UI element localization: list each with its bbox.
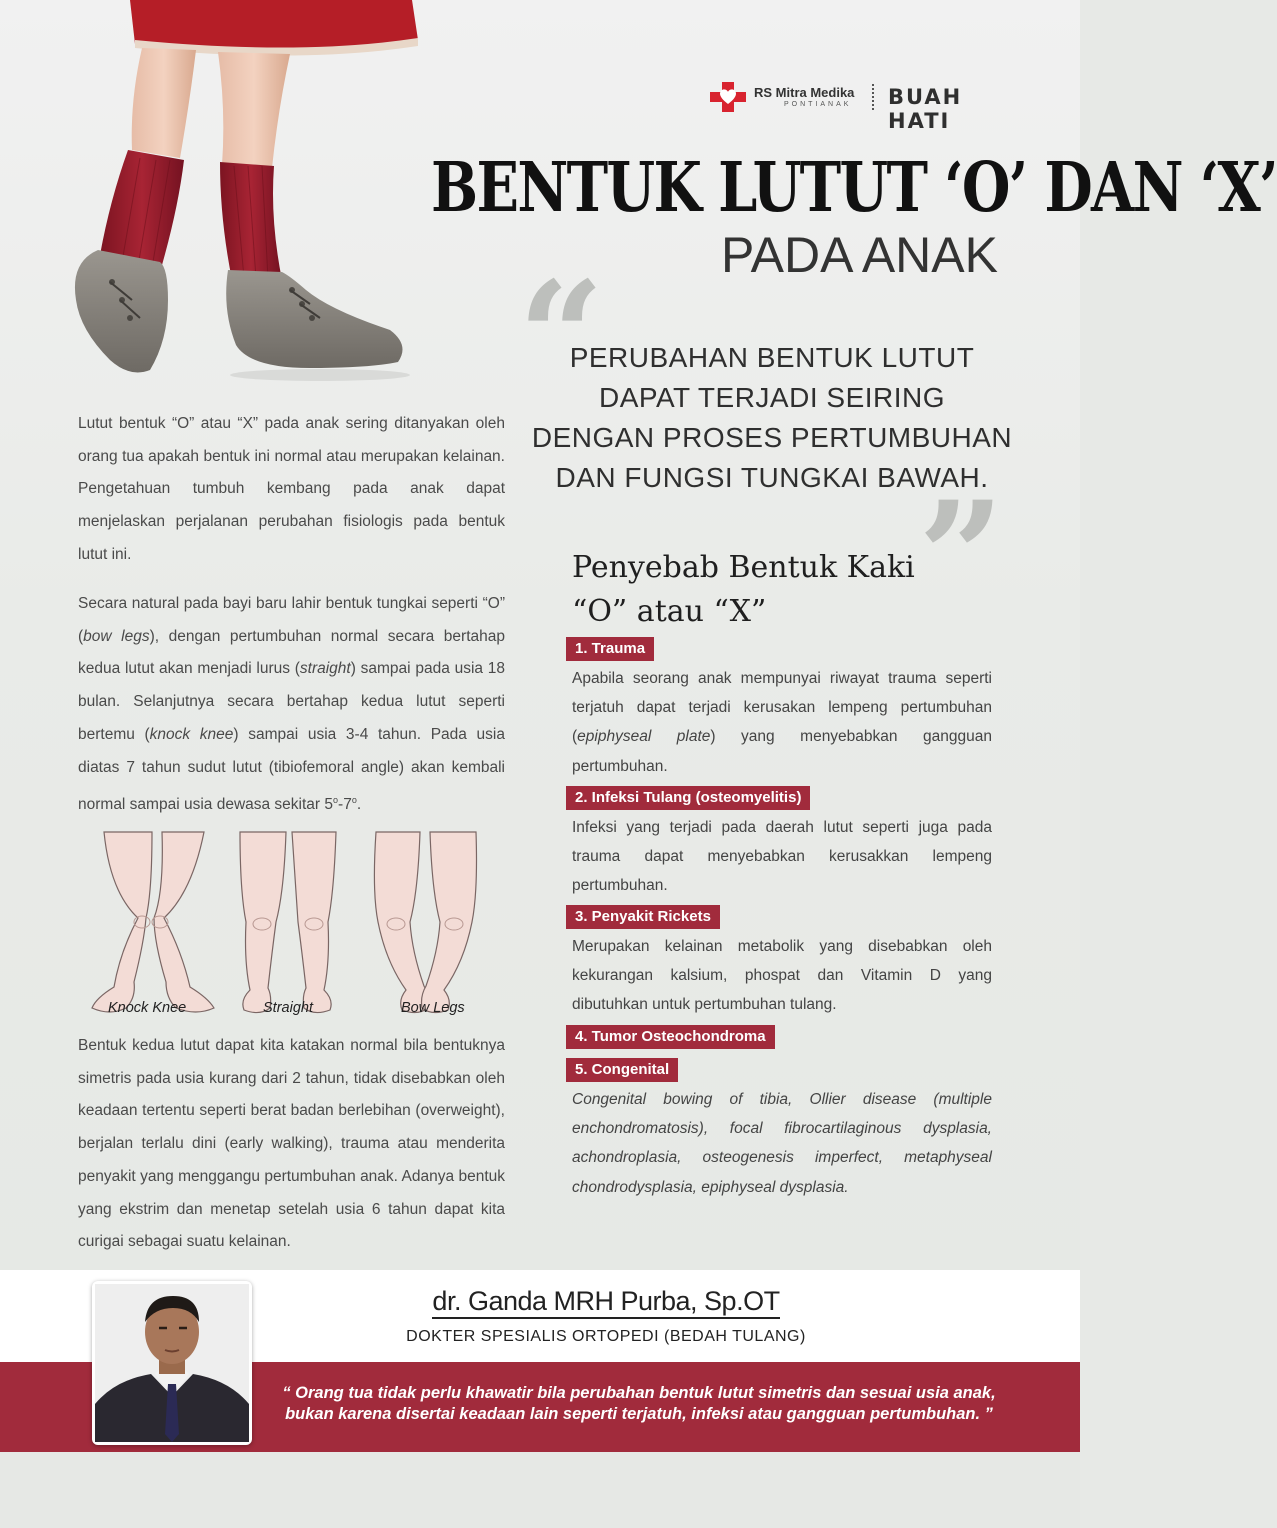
text-span: ) sampai pada usia 18 bulan. Selanjutnya secara bertahap kedua lutut seperti bertemu ( <box>78 660 505 743</box>
label-knock-knee: Knock Knee <box>108 1000 187 1016</box>
doctor-quote <box>268 1383 1010 1425</box>
cause-text-infection: Infeksi yang terjadi pada daerah lutut seperti juga pada trauma dapat menyebabkan kerusakkan lempeng pertumbuhan. <box>572 819 992 895</box>
doctor-portrait-icon <box>95 1284 249 1442</box>
degree-mark: o <box>351 795 357 806</box>
cause-badge-rickets: 3. Penyakit Rickets <box>566 905 720 929</box>
doctor-quote-line: bukan karena disertai keadaan lain seperti terjatuh, infeksi atau gangguan pertumbuhan. ” <box>285 1405 993 1423</box>
cause-badge-congenital: 5. Congenital <box>566 1058 678 1082</box>
term-epiphyseal-plate: epiphyseal plate <box>577 728 711 746</box>
doctor-name <box>300 1286 912 1317</box>
knee-shapes-illustration <box>80 832 510 1022</box>
logo-program: BUAH HATI <box>888 85 963 133</box>
cause-badge-trauma: 1. Trauma <box>566 637 654 661</box>
text-span: ) yang menyebabkan gangguan pertumbuhan. <box>572 728 992 775</box>
intro-paragraph: Lutut bentuk “O” atau “X” pada anak sering ditanyakan oleh orang tua apakah bentuk ini normal atau merupakan kelainan. Pengetahuan tumbuh kembang pada anak dapat menjelaskan perjalanan perubahan fisiologis pada bentuk lutut ini. <box>78 415 505 563</box>
term-straight: straight <box>299 660 351 678</box>
logo-brand: RS Mitra Medika <box>754 85 855 100</box>
cause-text-congenital: Congenital bowing of tibia, Ollier disease (multiple enchondromatosis), focal fibrocartilaginous dysplasia, achondroplasia, osteogenesis imperfect, metaphyseal chondrodysplasia, epiphyseal dysplasia. <box>572 1091 992 1196</box>
pull-quote-line: DAPAT TERJADI SEIRING <box>598 382 946 413</box>
page-title: BENTUK LUTUT ‘O’ DAN ‘X’ <box>431 148 1277 228</box>
text-span: . <box>356 796 362 814</box>
hospital-logo <box>708 80 1008 133</box>
causes-title-line: “O” atau “X” <box>572 594 767 629</box>
page-subtitle: PADA ANAK <box>721 227 998 283</box>
text-span: Apabila seorang anak mempunyai riwayat trauma seperti terjatuh dapat terjadi kerusakan lempeng pertumbuhan ( <box>572 670 992 746</box>
cause-badge-infection: 2. Infeksi Tulang (osteomyelitis) <box>566 786 810 810</box>
close-quote-icon: ” <box>918 469 1005 645</box>
label-bow-legs: Bow Legs <box>401 1000 465 1016</box>
doctor-quote-line: “ Orang tua tidak perlu khawatir bila perubahan bentuk lutut simetris dan sesuai usia anak, <box>282 1384 996 1402</box>
term-knock-knee: knock knee <box>149 725 234 743</box>
causes-title-line: Penyebab Bentuk Kaki <box>572 550 915 585</box>
open-quote-icon: “ <box>518 249 605 425</box>
pull-quote-line: DENGAN PROSES PERTUMBUHAN <box>531 422 1013 453</box>
logo-city: PONTIANAK <box>784 101 852 108</box>
logo-separator <box>872 84 874 110</box>
pull-quote-line: DAN FUNGSI TUNGKAI BAWAH. <box>555 462 989 493</box>
text-span: ), dengan pertumbuhan normal secara bertahap kedua lutut akan menjadi lurus ( <box>78 627 506 678</box>
text-span: Secara natural pada bayi baru lahir bentuk tungkai seperti “O” ( <box>78 595 505 645</box>
footer-bottom-band <box>0 1452 1080 1528</box>
causes-title <box>572 546 992 634</box>
child-legs-illustration <box>0 0 460 390</box>
doctor-specialty: DOKTER SPESIALIS ORTOPEDI (BEDAH TULANG) <box>406 1328 806 1345</box>
term-bow-legs: bow legs <box>83 627 150 645</box>
cause-text-trauma <box>572 664 992 781</box>
doctor-name-text: dr. Ganda MRH Purba, Sp.OT <box>432 1286 779 1319</box>
pull-quote-line: PERUBAHAN BENTUK LUTUT <box>569 342 975 373</box>
normal-criteria-paragraph: Bentuk kedua lutut dapat kita katakan normal bila bentuknya simetris pada usia kurang dari 2 tahun, tidak disebabkan oleh keadaan tertentu seperti berat badan berlebihan (overweight), berjalan terlalu dini (early walking), trauma atau menderita penyakit yang menggangu pertumbuhan anak. Adanya bentuk yang ekstrim dan menetap setelah usia 6 tahun dapat kita curigai sebagai suatu kelainan. <box>78 1037 505 1251</box>
development-paragraph <box>78 588 505 822</box>
red-cross-logo-icon <box>708 80 748 114</box>
label-straight: Straight <box>263 1000 313 1016</box>
cause-text-rickets: Merupakan kelainan metabolik yang disebabkan oleh kekurangan kalsium, phospat dan Vitamin D yang dibutuhkan untuk pertumbuhan tulang. <box>572 938 992 1014</box>
text-span: ) sampai usia 3-4 tahun. Pada usia diatas 7 tahun sudut lutut (tibiofemoral angle) akan kembali normal sampai usia dewasa sekitar 5 <box>78 725 505 814</box>
doctor-photo <box>92 1281 252 1445</box>
text-span: -7 <box>338 796 352 814</box>
degree-mark: o <box>333 795 339 806</box>
cause-badge-tumor: 4. Tumor Osteochondroma <box>566 1025 775 1049</box>
